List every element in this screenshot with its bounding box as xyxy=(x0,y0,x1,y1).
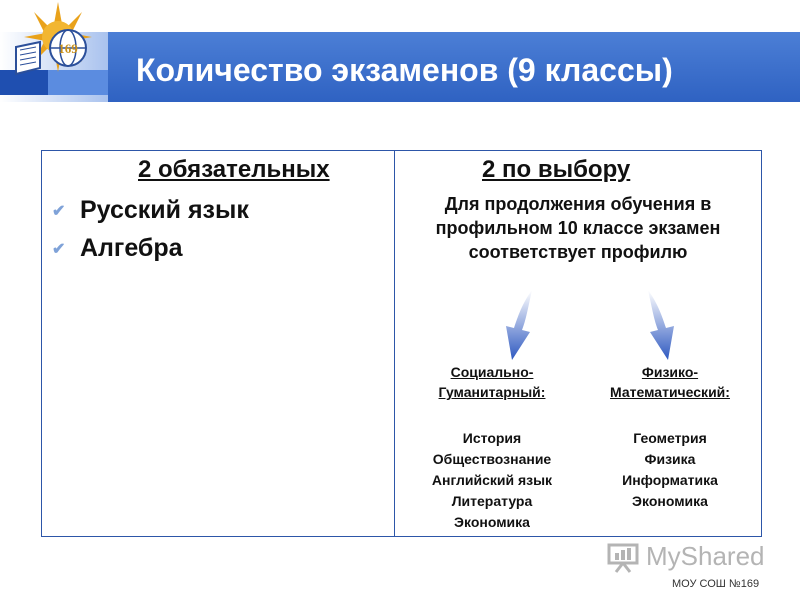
subject-item: Физика xyxy=(644,451,696,467)
arrow-down-left-icon xyxy=(500,290,540,362)
sun-globe-book-logo xyxy=(6,2,102,82)
list-item xyxy=(52,196,249,225)
profile-title-line: Математический: xyxy=(610,384,730,400)
subject-item: Экономика xyxy=(632,493,708,509)
subject-item: Информатика xyxy=(622,472,718,488)
profile-title-physmath xyxy=(588,362,752,402)
humanities-subject-list xyxy=(410,428,574,533)
profile-title-humanities xyxy=(410,362,574,402)
mandatory-heading: 2 обязательных xyxy=(138,156,330,183)
physmath-subject-list xyxy=(588,428,752,512)
list-item-label: Русский язык xyxy=(80,196,249,224)
subject-item: Геометрия xyxy=(633,430,707,446)
subject-item: Английский язык xyxy=(431,472,553,488)
elective-heading: 2 по выбору xyxy=(482,156,631,183)
page-title: Количество экзаменов (9 классы) xyxy=(136,52,673,88)
profile-title-line: Гуманитарный: xyxy=(438,384,546,400)
footer-text: МОУ СОШ №169 xyxy=(672,578,760,590)
subject-item: Литература xyxy=(451,493,533,509)
logo-number: 169 xyxy=(58,41,78,56)
checkmark-icon: ✔ xyxy=(52,241,66,259)
presentation-icon xyxy=(606,539,640,573)
list-item xyxy=(52,234,183,263)
checkmark-icon: ✔ xyxy=(52,203,66,221)
subject-item: Экономика xyxy=(454,514,530,530)
list-item-label: Алгебра xyxy=(80,234,183,262)
elective-description: Для продолжения обучения в профильном 10 классе экзамен соответствует профилю xyxy=(435,194,721,262)
header-top xyxy=(0,0,800,30)
arrow-down-right-icon xyxy=(640,290,680,362)
watermark-text: MyShared xyxy=(646,540,765,571)
subject-item: Обществознание xyxy=(432,451,552,467)
watermark xyxy=(606,538,765,574)
subject-item: История xyxy=(462,430,522,446)
profile-title-line: Физико- xyxy=(641,364,699,380)
profile-title-line: Социально- xyxy=(450,364,534,380)
